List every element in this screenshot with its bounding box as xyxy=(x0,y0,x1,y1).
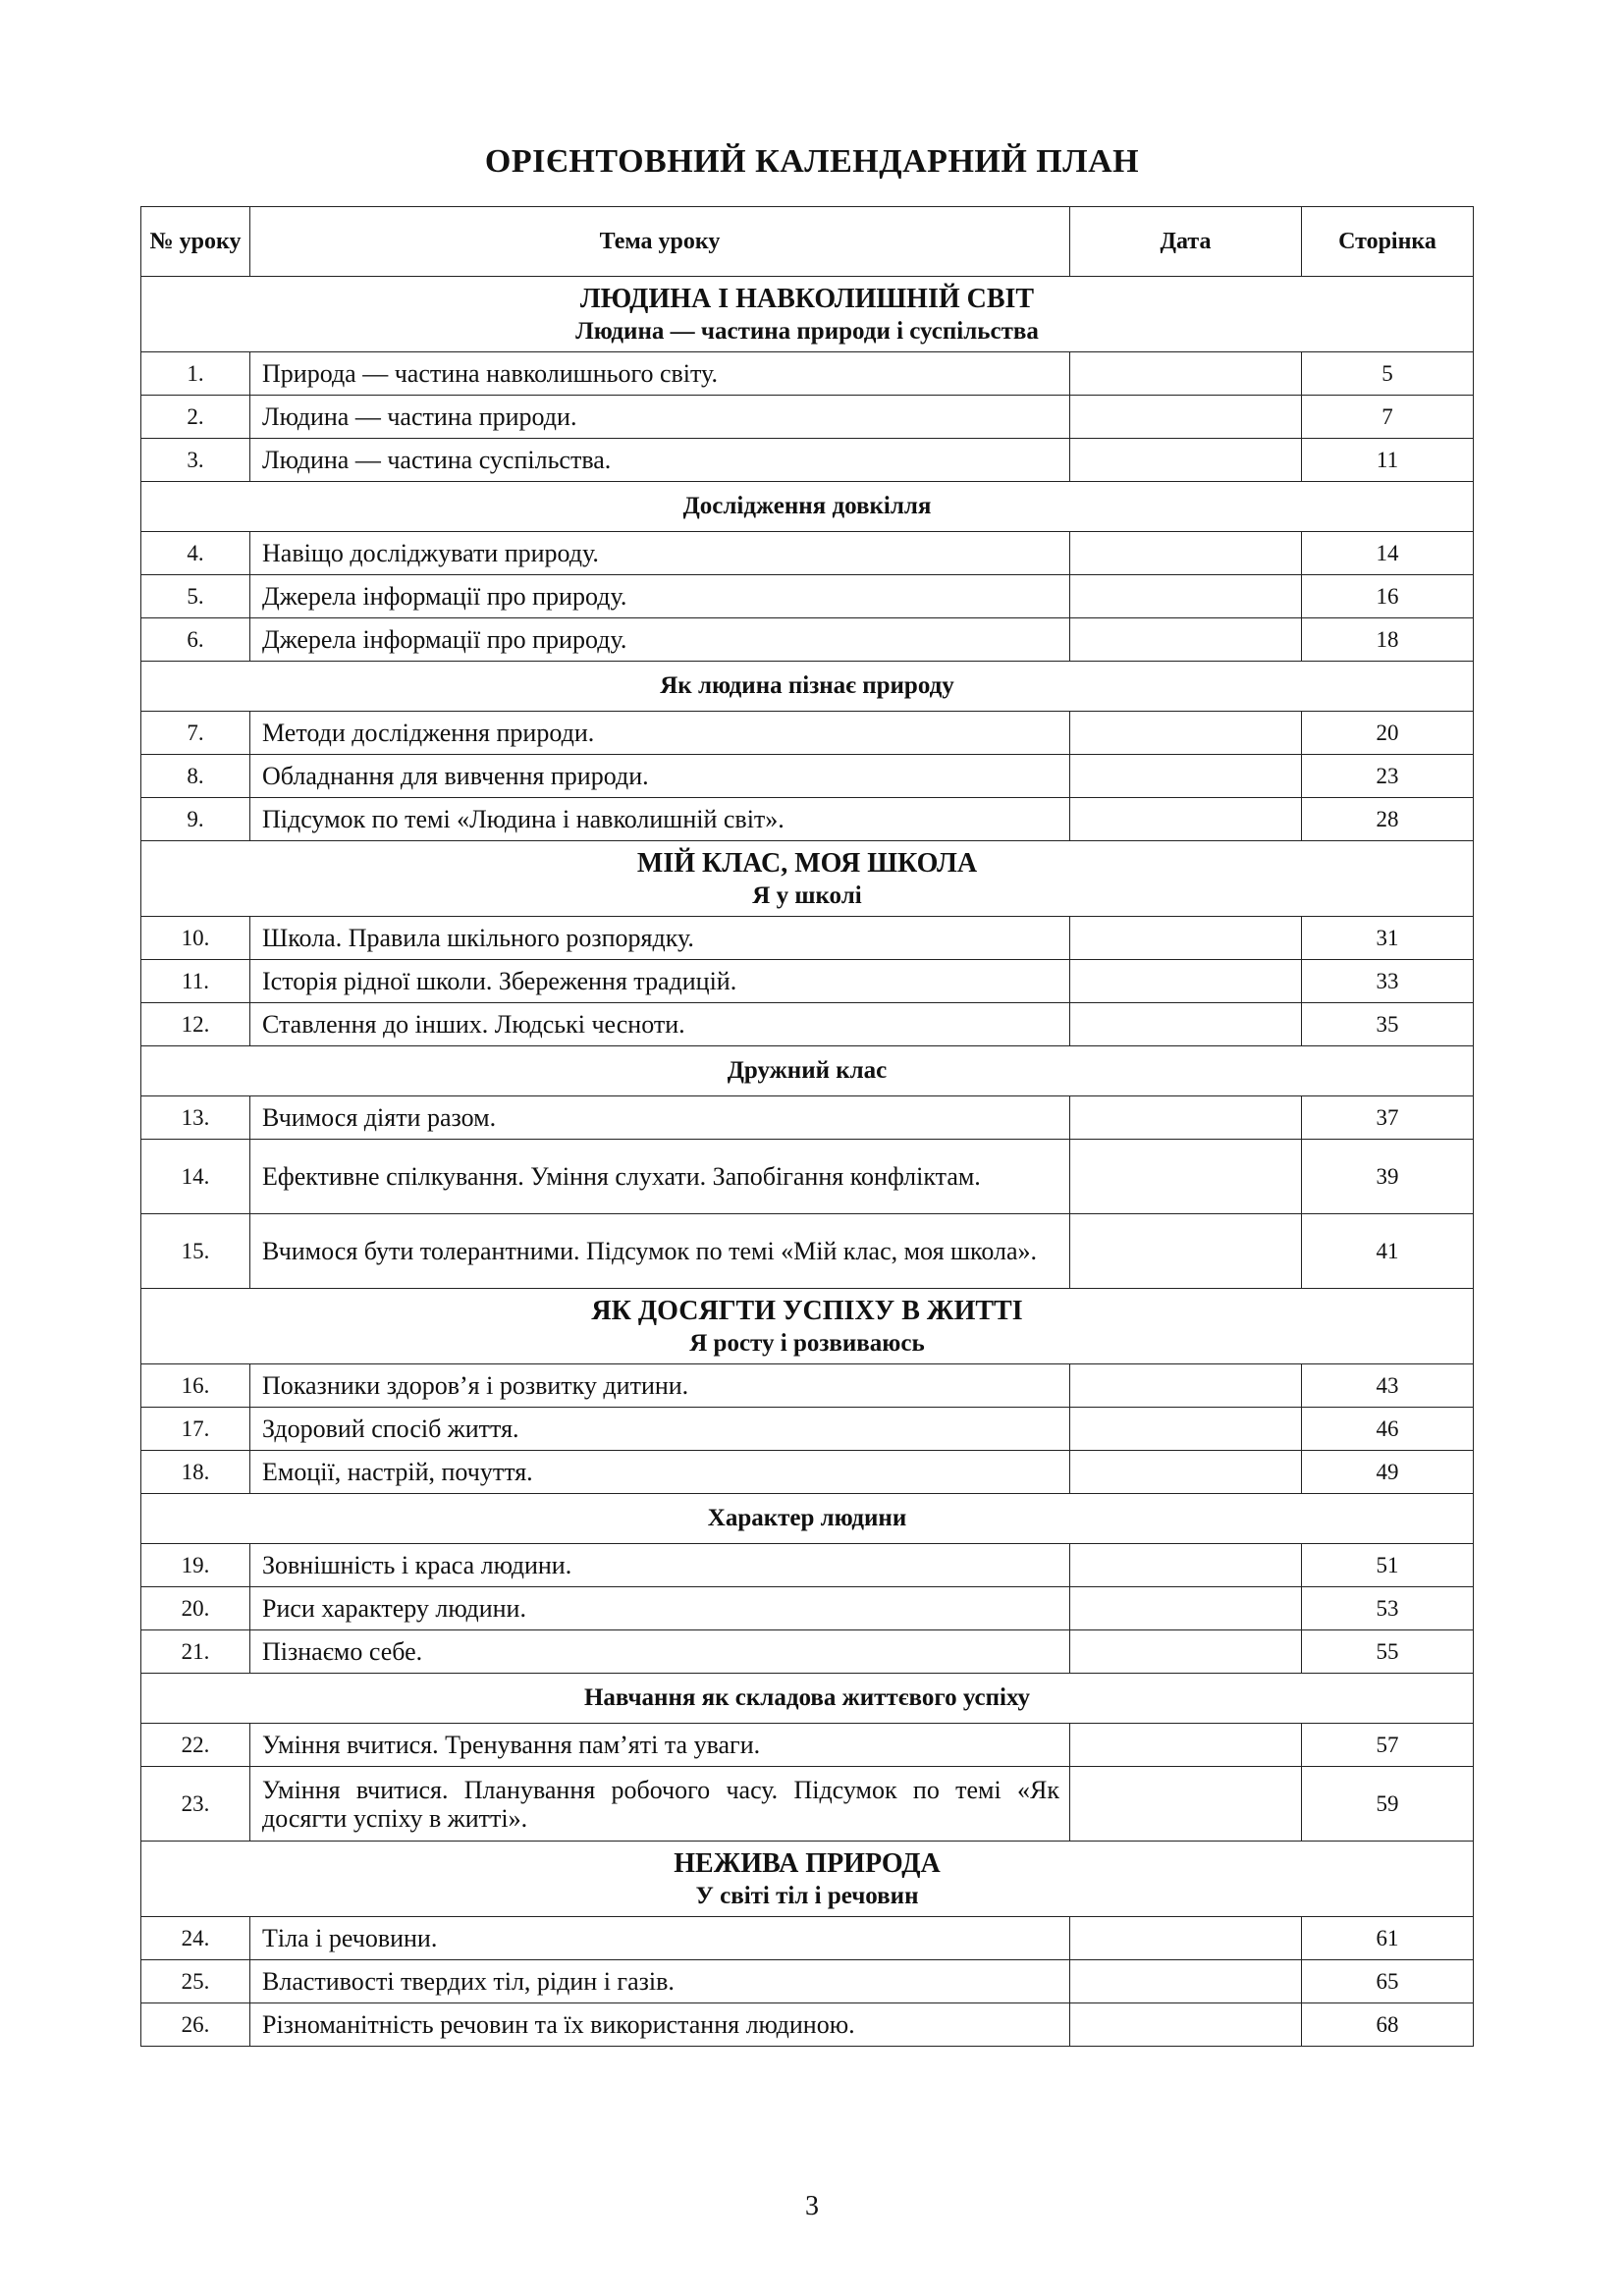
lesson-page-cell: 61 xyxy=(1302,1917,1474,1960)
lesson-topic-cell: Природа — частина навколишнього світу. xyxy=(250,352,1070,396)
lesson-page-cell: 51 xyxy=(1302,1544,1474,1587)
lesson-row xyxy=(141,1960,1474,2003)
lesson-page-cell: 5 xyxy=(1302,352,1474,396)
lesson-number-cell: 10. xyxy=(141,917,250,960)
lesson-date-cell xyxy=(1070,618,1302,662)
section-subtitle: Я росту і розвиваюсь xyxy=(689,1330,925,1357)
lesson-topic-cell: Вчимося бути толерантними. Підсумок по темі «Мій клас, моя школа». xyxy=(250,1214,1070,1289)
section-header-cell xyxy=(141,1842,1474,1917)
lesson-date-cell xyxy=(1070,1587,1302,1630)
lesson-page-cell: 20 xyxy=(1302,712,1474,755)
lesson-date-cell xyxy=(1070,1960,1302,2003)
lesson-row xyxy=(141,917,1474,960)
lesson-date-cell xyxy=(1070,1544,1302,1587)
section-header-row xyxy=(141,841,1474,917)
lesson-date-cell xyxy=(1070,1724,1302,1767)
section-title: ЯК ДОСЯГТИ УСПІХУ В ЖИТТІ xyxy=(591,1296,1023,1326)
lesson-date-cell xyxy=(1070,575,1302,618)
lesson-topic-cell: Тіла і речовини. xyxy=(250,1917,1070,1960)
lesson-date-cell xyxy=(1070,798,1302,841)
lesson-row xyxy=(141,712,1474,755)
lesson-date-cell xyxy=(1070,352,1302,396)
lesson-topic-cell: Підсумок по темі «Людина і навколишній світ». xyxy=(250,798,1070,841)
lesson-date-cell xyxy=(1070,1630,1302,1674)
lesson-date-cell xyxy=(1070,1767,1302,1842)
lesson-number-cell: 20. xyxy=(141,1587,250,1630)
lesson-number-cell: 12. xyxy=(141,1003,250,1046)
lesson-date-cell xyxy=(1070,1408,1302,1451)
lesson-number-cell: 14. xyxy=(141,1140,250,1214)
lesson-topic-cell: Здоровий спосіб життя. xyxy=(250,1408,1070,1451)
lesson-number-cell: 2. xyxy=(141,396,250,439)
lesson-page-cell: 41 xyxy=(1302,1214,1474,1289)
lesson-number-cell: 17. xyxy=(141,1408,250,1451)
lesson-number-cell: 21. xyxy=(141,1630,250,1674)
lesson-number-cell: 18. xyxy=(141,1451,250,1494)
section-header-row xyxy=(141,1674,1474,1724)
page-title: ОРІЄНТОВНИЙ КАЛЕНДАРНИЙ ПЛАН xyxy=(484,143,1140,180)
lesson-row xyxy=(141,532,1474,575)
lesson-topic-cell: Навіщо досліджувати природу. xyxy=(250,532,1070,575)
section-header-cell xyxy=(141,277,1474,352)
lesson-number-cell: 4. xyxy=(141,532,250,575)
lesson-page-cell: 7 xyxy=(1302,396,1474,439)
lesson-date-cell xyxy=(1070,1096,1302,1140)
lesson-date-cell xyxy=(1070,1451,1302,1494)
lesson-date-cell xyxy=(1070,960,1302,1003)
lesson-number-cell: 16. xyxy=(141,1364,250,1408)
section-subtitle: Я у школі xyxy=(752,882,862,909)
lesson-row xyxy=(141,575,1474,618)
lesson-topic-cell: Джерела інформації про природу. xyxy=(250,618,1070,662)
lesson-number-cell: 15. xyxy=(141,1214,250,1289)
section-subtitle: Як людина пізнає природу xyxy=(141,662,1474,712)
lesson-page-cell: 37 xyxy=(1302,1096,1474,1140)
lesson-date-cell xyxy=(1070,532,1302,575)
lesson-topic-cell: Історія рідної школи. Збереження традицій. xyxy=(250,960,1070,1003)
lesson-date-cell xyxy=(1070,712,1302,755)
lesson-topic-cell: Ставлення до інших. Людські чесноти. xyxy=(250,1003,1070,1046)
header-lesson-number: № уроку xyxy=(141,207,250,277)
lesson-number-cell: 24. xyxy=(141,1917,250,1960)
lesson-page-cell: 11 xyxy=(1302,439,1474,482)
lesson-row xyxy=(141,1364,1474,1408)
lesson-row xyxy=(141,1630,1474,1674)
lesson-page-cell: 23 xyxy=(1302,755,1474,798)
section-header-row xyxy=(141,1289,1474,1364)
lesson-topic-cell: Показники здоров’я і розвитку дитини. xyxy=(250,1364,1070,1408)
lesson-number-cell: 25. xyxy=(141,1960,250,2003)
header-lesson-topic: Тема уроку xyxy=(250,207,1070,277)
lesson-row xyxy=(141,396,1474,439)
lesson-page-cell: 28 xyxy=(1302,798,1474,841)
lesson-row xyxy=(141,1917,1474,1960)
lesson-number-cell: 23. xyxy=(141,1767,250,1842)
lesson-row xyxy=(141,1214,1474,1289)
section-header-cell xyxy=(141,841,1474,917)
lesson-row xyxy=(141,1140,1474,1214)
lesson-row xyxy=(141,352,1474,396)
lesson-page-cell: 43 xyxy=(1302,1364,1474,1408)
lesson-date-cell xyxy=(1070,396,1302,439)
lesson-topic-cell: Різноманітність речовин та їх використання людиною. xyxy=(250,2003,1070,2047)
lesson-topic-cell: Обладнання для вивчення природи. xyxy=(250,755,1070,798)
lesson-number-cell: 8. xyxy=(141,755,250,798)
lesson-topic-cell: Школа. Правила шкільного розпорядку. xyxy=(250,917,1070,960)
section-subtitle: Навчання як складова життєвого успіху xyxy=(141,1674,1474,1724)
lesson-number-cell: 3. xyxy=(141,439,250,482)
lesson-date-cell xyxy=(1070,439,1302,482)
lesson-number-cell: 5. xyxy=(141,575,250,618)
section-header-row xyxy=(141,1842,1474,1917)
section-subtitle: Дружний клас xyxy=(141,1046,1474,1096)
lesson-row xyxy=(141,798,1474,841)
lesson-topic-cell: Вчимося діяти разом. xyxy=(250,1096,1070,1140)
lesson-page-cell: 68 xyxy=(1302,2003,1474,2047)
section-title: НЕЖИВА ПРИРОДА xyxy=(674,1848,941,1879)
lesson-topic-cell: Емоції, настрій, почуття. xyxy=(250,1451,1070,1494)
section-subtitle: Характер людини xyxy=(141,1494,1474,1544)
section-title: МІЙ КЛАС, МОЯ ШКОЛА xyxy=(636,848,978,879)
section-header-row xyxy=(141,1494,1474,1544)
lesson-date-cell xyxy=(1070,1003,1302,1046)
lesson-page-cell: 39 xyxy=(1302,1140,1474,1214)
lesson-date-cell xyxy=(1070,1364,1302,1408)
lesson-number-cell: 22. xyxy=(141,1724,250,1767)
header-date: Дата xyxy=(1070,207,1302,277)
lesson-page-cell: 53 xyxy=(1302,1587,1474,1630)
lesson-topic-cell: Уміння вчитися. Планування робочого часу. Підсумок по темі «Як досягти успіху в житті». xyxy=(250,1767,1070,1842)
lesson-number-cell: 26. xyxy=(141,2003,250,2047)
section-header-row xyxy=(141,277,1474,352)
lesson-number-cell: 7. xyxy=(141,712,250,755)
lesson-page-cell: 49 xyxy=(1302,1451,1474,1494)
lesson-row xyxy=(141,1408,1474,1451)
lesson-topic-cell: Зовнішність і краса людини. xyxy=(250,1544,1070,1587)
lesson-topic-cell: Методи дослідження природи. xyxy=(250,712,1070,755)
lesson-page-cell: 65 xyxy=(1302,1960,1474,2003)
section-header-row xyxy=(141,1046,1474,1096)
lesson-topic-cell: Людина — частина природи. xyxy=(250,396,1070,439)
lesson-date-cell xyxy=(1070,755,1302,798)
lesson-topic-cell: Пізнаємо себе. xyxy=(250,1630,1070,1674)
lesson-row xyxy=(141,1003,1474,1046)
lesson-number-cell: 19. xyxy=(141,1544,250,1587)
section-subtitle: Людина — частина природи і суспільства xyxy=(575,318,1039,345)
lesson-row xyxy=(141,1544,1474,1587)
lesson-date-cell xyxy=(1070,917,1302,960)
lesson-date-cell xyxy=(1070,2003,1302,2047)
lesson-row xyxy=(141,1587,1474,1630)
lesson-topic-cell: Джерела інформації про природу. xyxy=(250,575,1070,618)
lesson-page-cell: 59 xyxy=(1302,1767,1474,1842)
header-page: Сторінка xyxy=(1302,207,1474,277)
lesson-number-cell: 11. xyxy=(141,960,250,1003)
section-header-row xyxy=(141,662,1474,712)
section-header-cell xyxy=(141,1289,1474,1364)
section-header-row xyxy=(141,482,1474,532)
lesson-page-cell: 31 xyxy=(1302,917,1474,960)
section-subtitle: У світі тіл і речовин xyxy=(695,1883,919,1909)
section-subtitle: Дослідження довкілля xyxy=(141,482,1474,532)
lesson-page-cell: 14 xyxy=(1302,532,1474,575)
lesson-number-cell: 6. xyxy=(141,618,250,662)
lesson-row xyxy=(141,755,1474,798)
lesson-page-cell: 46 xyxy=(1302,1408,1474,1451)
lesson-topic-cell: Уміння вчитися. Тренування пам’яті та уваги. xyxy=(250,1724,1070,1767)
lesson-row xyxy=(141,1767,1474,1842)
lesson-topic-cell: Властивості твердих тіл, рідин і газів. xyxy=(250,1960,1070,2003)
lesson-number-cell: 9. xyxy=(141,798,250,841)
calendar-plan-table xyxy=(140,206,1474,2047)
lesson-topic-cell: Людина — частина суспільства. xyxy=(250,439,1070,482)
lesson-page-cell: 33 xyxy=(1302,960,1474,1003)
lesson-number-cell: 1. xyxy=(141,352,250,396)
lesson-page-cell: 55 xyxy=(1302,1630,1474,1674)
table-header-row xyxy=(141,207,1474,277)
section-title: ЛЮДИНА І НАВКОЛИШНІЙ СВІТ xyxy=(579,284,1035,314)
lesson-row xyxy=(141,2003,1474,2047)
lesson-number-cell: 13. xyxy=(141,1096,250,1140)
lesson-page-cell: 35 xyxy=(1302,1003,1474,1046)
lesson-row xyxy=(141,439,1474,482)
lesson-page-cell: 57 xyxy=(1302,1724,1474,1767)
lesson-topic-cell: Ефективне спілкування. Уміння слухати. Запобігання конфліктам. xyxy=(250,1140,1070,1214)
lesson-row xyxy=(141,1096,1474,1140)
lesson-topic-cell: Риси характеру людини. xyxy=(250,1587,1070,1630)
lesson-row xyxy=(141,960,1474,1003)
lesson-date-cell xyxy=(1070,1140,1302,1214)
lesson-date-cell xyxy=(1070,1917,1302,1960)
lesson-date-cell xyxy=(1070,1214,1302,1289)
lesson-row xyxy=(141,1451,1474,1494)
page-number: 3 xyxy=(805,2191,819,2221)
lesson-page-cell: 16 xyxy=(1302,575,1474,618)
lesson-page-cell: 18 xyxy=(1302,618,1474,662)
lesson-row xyxy=(141,1724,1474,1767)
lesson-row xyxy=(141,618,1474,662)
